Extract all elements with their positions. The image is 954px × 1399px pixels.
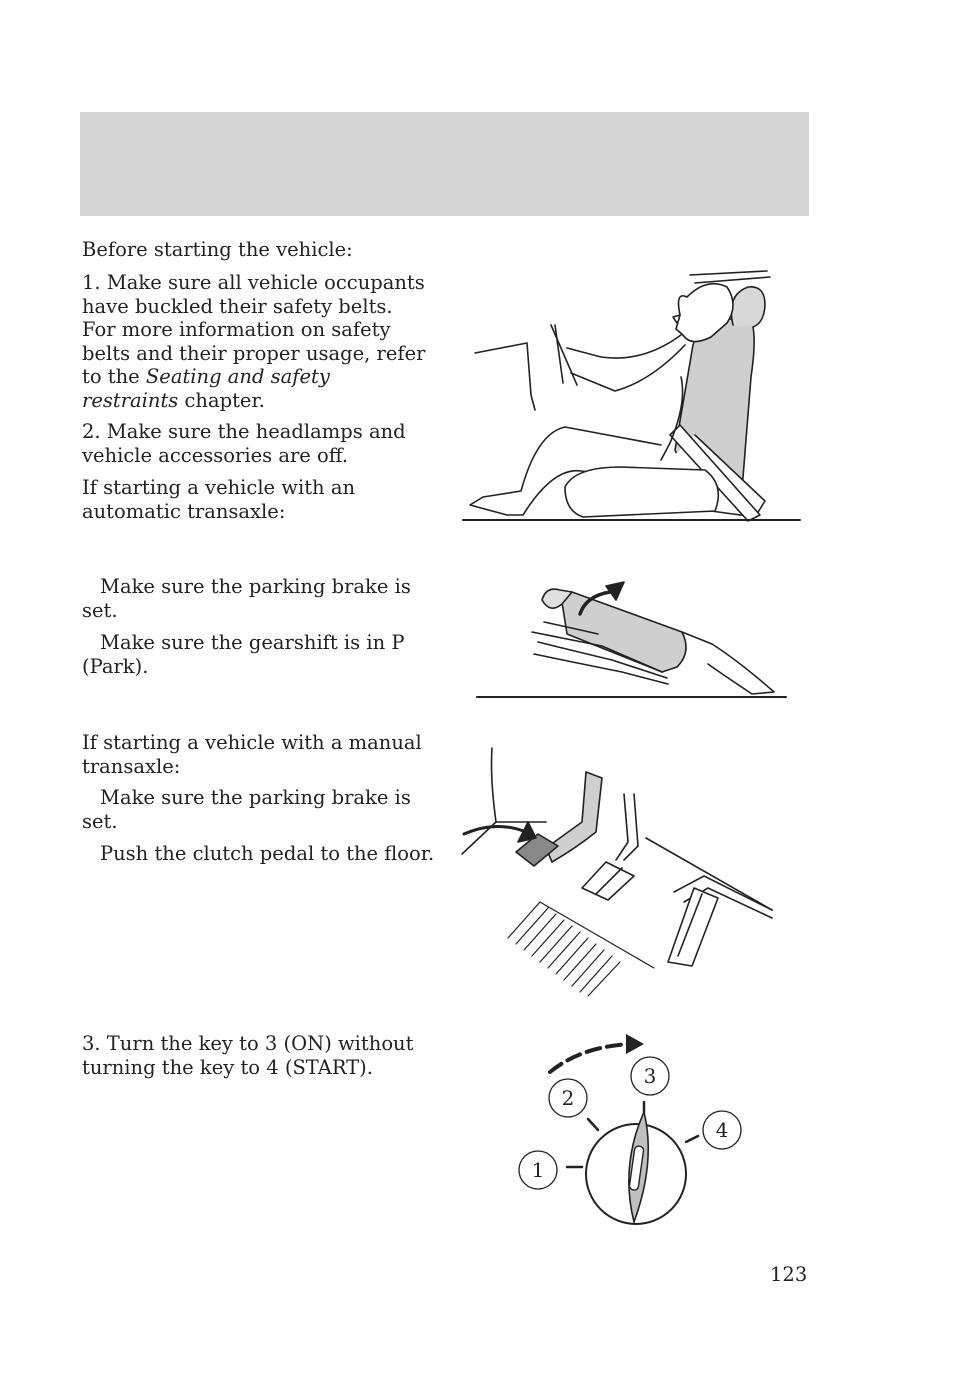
step-1-text-b: chapter. xyxy=(178,388,265,412)
step-1-text xyxy=(82,271,432,412)
auto-intro-text: If starting a vehicle with an automatic transaxle: xyxy=(82,476,355,523)
manual-intro-text: If starting a vehicle with a manual transaxle: xyxy=(82,731,422,778)
auto-item-gearshift: Make sure the gearshift is in P (Park). xyxy=(82,631,405,678)
auto-item-parking-brake: Make sure the parking brake is set. xyxy=(82,575,411,622)
seating-restraints-ref: Seating and safety restraints xyxy=(82,365,330,412)
pedals-illustration xyxy=(456,742,778,997)
driver-seatbelt-illustration xyxy=(455,265,805,525)
page-number: 123 xyxy=(770,1263,808,1286)
step-2-text: 2. Make sure the headlamps and vehicle accessories are off. xyxy=(82,420,406,467)
ignition-label-4: 4 xyxy=(715,1118,729,1142)
manual-item-parking-brake: Make sure the parking brake is set. xyxy=(82,786,411,833)
header-band xyxy=(80,112,809,216)
step-1-text-a: 1. Make sure all vehicle occupants have buckled their safety belts. For more information on safety belts and their proper usage, refer to the xyxy=(82,271,426,388)
parking-brake-illustration xyxy=(472,572,792,702)
intro-text: Before starting the vehicle: xyxy=(82,238,353,261)
step-3-text: 3. Turn the key to 3 (ON) without turning the key to 4 (START). xyxy=(82,1032,414,1079)
ignition-label-3: 3 xyxy=(643,1064,657,1088)
ignition-key-illustration xyxy=(510,1028,750,1228)
ignition-label-2: 2 xyxy=(561,1086,575,1110)
manual-item-clutch: Push the clutch pedal to the floor. xyxy=(100,842,435,865)
ignition-label-1: 1 xyxy=(531,1158,545,1182)
